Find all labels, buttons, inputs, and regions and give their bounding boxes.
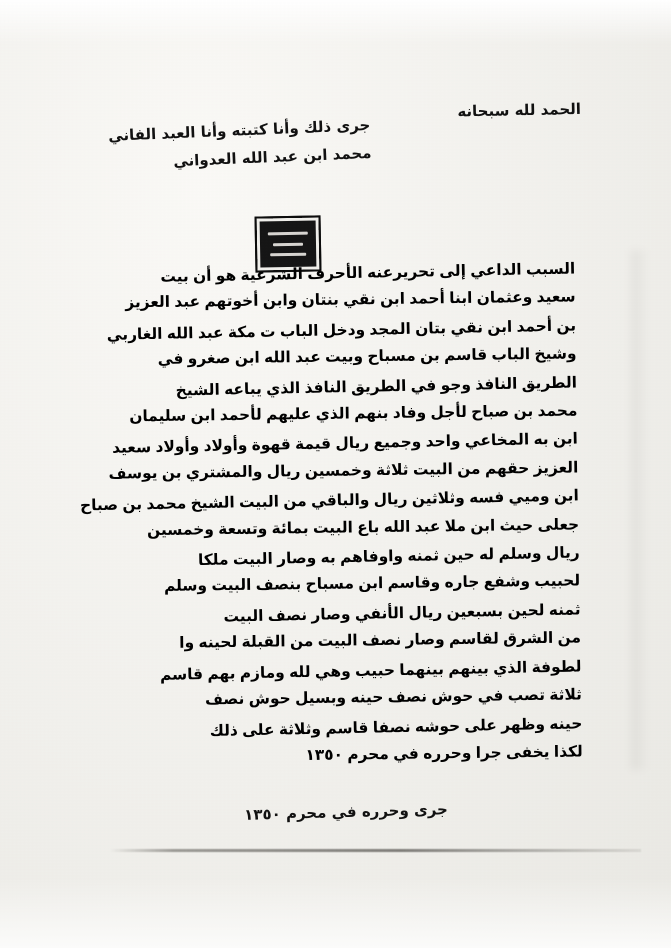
page-fold-crease (110, 849, 641, 852)
manuscript-line: ابن وميي فسه وثلاثين ريال والباقي من البيت الشيخ محمد بن صباح (79, 486, 579, 515)
manuscript-line: لكذا يخفى جرا وحرره في محرم ١٣٥٠ (305, 742, 583, 764)
manuscript-line: لطوفة الذي بينهم بينهما حبيب وهي لله ومازم بهم قاسم (159, 657, 582, 684)
manuscript-line: وشيخ الباب قاسم بن مسباح وبيت عبد الله ابن صغرو في (157, 344, 577, 369)
manuscript-line: بن أحمد ابن نقي بتان المجد ودخل الباب ت مكة عبد الله الغاربي (106, 316, 577, 344)
manuscript-line: سعيد وعثمان ابنا أحمد ابن نقي بنتان وابن أخوتهم عبد العزيز (125, 287, 576, 312)
scan-top-edge (0, 0, 671, 44)
header-note-line-2: محمد ابن عبد الله العدواني (173, 143, 372, 170)
manuscript-line: العزيز حقهم من البيت ثلاثة وخمسين ريال والمشتري بن يوسف (108, 458, 579, 483)
manuscript-line: ثلاثة تصب في حوش نصف حينه وبسيل حوش نصف (204, 685, 582, 709)
manuscript-line: ابن به المخاعي واحد وجميع ريال قيمة قهوة وأولاد وأولاد سعيد (111, 429, 579, 458)
header-note (80, 112, 372, 180)
manuscript-line: السبب الداعي إلى تحريرعنه الأحرف الشرعية هو أن بيت (160, 259, 576, 286)
seal-inscription (264, 225, 313, 264)
manuscript-line: ريال وسلم له حين ثمنه واوفاهم به وصار البيت ملكا (197, 543, 580, 570)
manuscript-body (79, 254, 583, 772)
manuscript-line: ثمنه لحين بسبعين ريال الأنفي وصار نصف البيت (223, 600, 581, 626)
colophon-date: جرى وحرره في محرم ١٣٥٠ (243, 800, 449, 824)
manuscript-line: من الشرق لقاسم وصار نصف البيت من القبلة لحينه وا (179, 628, 582, 652)
basmala-heading: الحمد لله سبحانه (457, 99, 582, 121)
header-note-line-1: جرى ذلك وأنا كتبته وأنا العبد الفاني (107, 115, 371, 145)
manuscript-line: محمد بن صباح لأجل وفاد بنهم الذي عليهم لأحمد ابن سليمان (129, 401, 578, 426)
manuscript-line: لحبيب وشفع جاره وقاسم ابن مسباح بنصف البيت وسلم (163, 571, 581, 596)
manuscript-line: جعلى حيث ابن ملا عبد الله باع البيت بمائة وتسعة وخمسين (146, 515, 580, 539)
edge-shadow (631, 250, 649, 770)
manuscript-line: الطريق النافذ وجو في الطريق النافذ الذي يباعه الشيخ (175, 373, 578, 400)
scan-bottom-edge (0, 878, 671, 948)
manuscript-line: حينه وظهر على حوشه نصفا قاسم وثلاثة على ذلك (209, 713, 583, 740)
